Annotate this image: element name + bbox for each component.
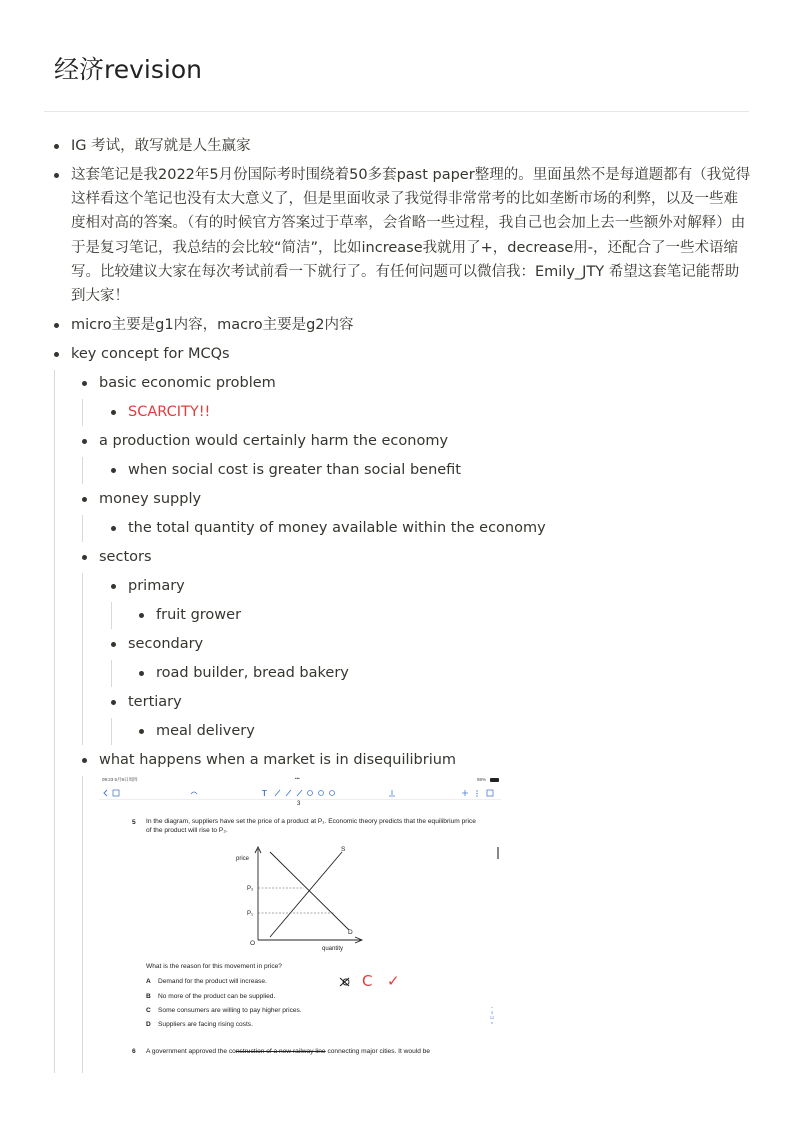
page-title: 经济revision <box>54 55 202 84</box>
list-item-text: tertiary <box>128 694 182 710</box>
list-item-text: what happens when a market is in disequilibrium <box>99 752 457 768</box>
option-b[interactable]: B No more of the product can be supplied. <box>146 993 276 1000</box>
nest-guide <box>82 457 83 484</box>
p2-label: P₂ <box>247 886 254 892</box>
list-item <box>128 632 203 656</box>
y-axis-label: price <box>236 856 250 862</box>
x-axis-label: quantity <box>322 946 344 952</box>
question-number: 5 <box>132 819 136 826</box>
pages-icon[interactable] <box>487 790 493 796</box>
bullet-icon <box>82 758 87 763</box>
more-icon[interactable] <box>476 790 477 791</box>
share-icon[interactable] <box>113 790 119 796</box>
bullet-icon <box>82 381 87 386</box>
bullet-icon <box>139 729 144 734</box>
bullet-icon <box>139 613 144 618</box>
bullet-icon <box>139 671 144 676</box>
handwritten-tick: ✓ <box>387 972 400 990</box>
list-item-text: secondary <box>128 636 204 652</box>
list-item-text: meal delivery <box>156 723 255 739</box>
notes-list <box>71 134 751 371</box>
nest-guide <box>111 602 112 629</box>
list-item <box>128 400 210 424</box>
option-d[interactable]: D Suppliers are facing rising costs. <box>146 1021 253 1028</box>
page-index[interactable]: ^ 3 12 v <box>489 1005 495 1025</box>
handwritten-answer: C <box>362 972 373 990</box>
mic-icon[interactable] <box>389 790 395 796</box>
list-item <box>99 748 456 772</box>
list-item <box>128 690 182 714</box>
list-item <box>99 371 276 395</box>
undo-icon[interactable] <box>191 792 197 794</box>
pen-icon[interactable] <box>275 790 280 796</box>
bullet-icon <box>111 584 116 589</box>
bullet-icon <box>111 410 116 415</box>
list-item <box>71 313 751 337</box>
bullet-icon <box>82 555 87 560</box>
battery-icon <box>490 778 499 782</box>
demand-curve <box>270 852 349 930</box>
demand-label: D <box>348 929 353 936</box>
bullet-icon <box>82 439 87 444</box>
nest-guide <box>111 660 112 687</box>
back-icon[interactable] <box>104 790 107 796</box>
supply-demand-graph <box>99 837 501 962</box>
text-tool-icon[interactable]: T <box>262 789 267 798</box>
supply-label: S <box>341 846 346 853</box>
add-icon[interactable] <box>462 790 468 796</box>
bullet-icon <box>54 144 59 149</box>
option-a[interactable]: A Demand for the product will increase. <box>146 978 267 985</box>
question-prompt: What is the reason for this movement in price? <box>146 963 282 970</box>
list-item <box>99 545 152 569</box>
list-item <box>128 516 546 540</box>
next-question-number: 6 <box>132 1048 136 1055</box>
bullet-icon <box>82 497 87 502</box>
list-item <box>156 719 255 743</box>
highlighter-icon[interactable] <box>297 790 302 796</box>
bullet-icon <box>54 173 59 178</box>
list-item-text: road builder, bread bakery <box>156 665 349 681</box>
bullet-icon <box>54 323 59 328</box>
list-item-text: SCARCITY!! <box>128 404 211 420</box>
list-item <box>71 342 751 366</box>
supply-curve <box>270 852 342 937</box>
bullet-icon <box>54 352 59 357</box>
bullet-icon <box>111 642 116 647</box>
nest-guide <box>82 515 83 542</box>
annotation-toolbar <box>99 786 501 800</box>
pencil-icon[interactable] <box>286 790 291 796</box>
status-time: 09:23 5月9日周四 <box>102 777 138 782</box>
list-item <box>128 574 185 598</box>
nest-guide <box>82 399 83 426</box>
lasso-icon[interactable] <box>308 791 313 796</box>
origin-label: O <box>250 940 256 947</box>
status-bar <box>99 775 501 786</box>
list-item <box>156 603 241 627</box>
page-number: 3 <box>297 801 301 807</box>
list-item-text: primary <box>128 578 185 594</box>
list-item <box>156 661 349 685</box>
p1-label: P₁ <box>247 911 254 917</box>
list-item <box>71 163 751 308</box>
list-item-text: money supply <box>99 491 202 507</box>
scrollbar-thumb[interactable] <box>497 847 499 859</box>
list-item-text: basic economic problem <box>99 375 276 391</box>
question-text: In the diagram, suppliers have set the price of a product at P₁. Economic theory predicts that the equilibrium price of the product will rise to P₂. <box>146 818 476 834</box>
option-c[interactable]: C Some consumers are willing to pay higher prices. <box>146 1007 302 1014</box>
list-item <box>99 487 201 511</box>
list-item-text: a production would certainly harm the economy <box>99 433 449 449</box>
shape-icon[interactable] <box>319 791 324 796</box>
status-dots: ••• <box>295 776 300 781</box>
nest-guide <box>82 776 83 1073</box>
list-item-text: IG 考试，敢写就是人生赢家 <box>71 138 251 154</box>
list-item <box>71 134 751 158</box>
list-item <box>99 429 448 453</box>
nest-guide <box>111 718 112 745</box>
mcq-heading: key concept for MCQs <box>71 346 230 363</box>
eraser-icon[interactable] <box>330 791 335 796</box>
exam-screenshot <box>99 775 501 1058</box>
list-item-text: the total quantity of money available within the economy <box>128 520 546 536</box>
bullet-icon <box>111 700 116 705</box>
title-divider <box>44 111 749 112</box>
nest-guide <box>82 573 83 745</box>
list-item-text: when social cost is greater than social benefit <box>128 462 461 478</box>
list-item-text: fruit grower <box>156 607 242 623</box>
next-question-text: A government approved the construction of a new railway line connecting major cities. It would be <box>146 1048 431 1055</box>
list-item-text: micro主要是g1内容，macro主要是g2内容 <box>71 317 354 334</box>
list-item-text: 这套笔记是我2022年5月份国际考时围绕着50多套past paper整理的。里面虽然不是每道题都有（我觉得这样看这个笔记也没有太大意义了，但是里面收录了我觉得非常常考的比如垄断市场的利弊，以及一些难度相对高的答案。（有的时候官方答案过于草率，会省略一些过程，我自己也会加上去一些额外对解释）由于是复习笔记，我总结的会比较“简洁”，比如increase我就用了+，decrease用-，还配合了一些术语缩写。比较建议大家在每次考试前看一下就行了。有任何问题可以微信我：Emily_JTY 希望这套笔记能帮助到大家！ <box>71 167 751 305</box>
bullet-icon <box>111 526 116 531</box>
list-item-text: sectors <box>99 549 152 565</box>
nest-guide <box>54 370 55 1073</box>
battery-level: 98% <box>477 777 487 782</box>
bullet-icon <box>111 468 116 473</box>
list-item <box>128 458 461 482</box>
